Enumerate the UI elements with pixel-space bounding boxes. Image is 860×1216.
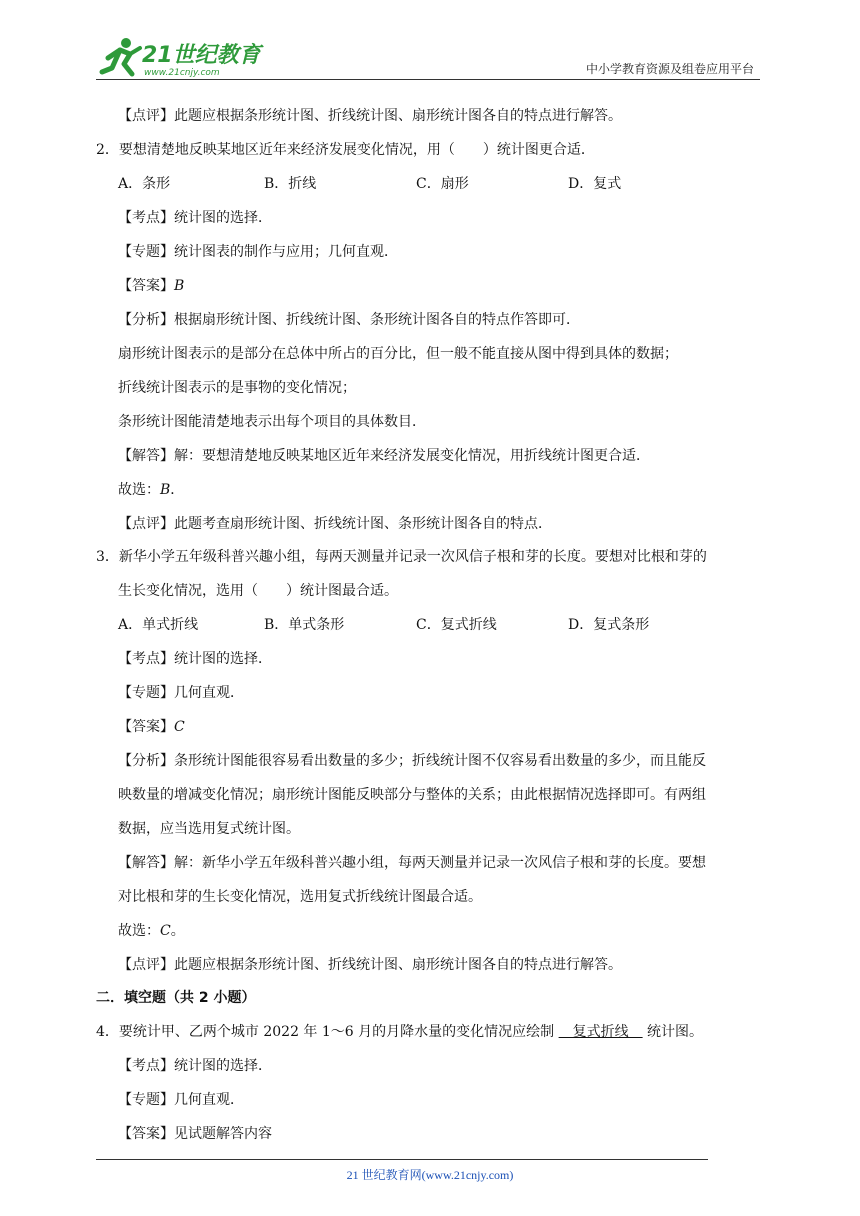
comment-q1: 【点评】此题应根据条形统计图、折线统计图、扇形统计图各自的特点进行解答。 bbox=[118, 108, 622, 124]
q3-option-b: B．单式条形 bbox=[264, 617, 345, 633]
q4-zhuanti: 【专题】几何直观． bbox=[118, 1092, 244, 1108]
q2-comment: 【点评】此题考查扇形统计图、折线统计图、条形统计图各自的特点． bbox=[118, 516, 552, 532]
choice-value: C bbox=[160, 923, 171, 939]
question-3-line2: 生长变化情况，选用（ ）统计图最合适。 bbox=[118, 583, 398, 599]
q2-kaodian: 【考点】统计图的选择． bbox=[118, 210, 272, 226]
q3-answer bbox=[118, 716, 185, 736]
q3-option-d: D．复式条形 bbox=[568, 617, 650, 633]
choice-end: 。 bbox=[170, 923, 185, 939]
q2-option-c: C．扇形 bbox=[416, 176, 469, 192]
q3-comment: 【点评】此题应根据条形统计图、折线统计图、扇形统计图各自的特点进行解答。 bbox=[118, 957, 622, 973]
q2-analysis-p3: 条形统计图能清楚地表示出每个项目的具体数目． bbox=[118, 414, 426, 430]
q2-option-d: D．复式 bbox=[568, 176, 622, 192]
footer-link[interactable]: 21 世纪教育网(www.21cnjy.com) bbox=[346, 1168, 514, 1182]
q3-analysis-3: 数据，应当选用复式统计图。 bbox=[118, 821, 300, 837]
q2-option-b: B．折线 bbox=[264, 176, 317, 192]
q3-option-c: C．复式折线 bbox=[416, 617, 497, 633]
answer-label: 【答案】 bbox=[118, 719, 174, 735]
q3-analysis-1: 【分析】条形统计图能很容易看出数量的多少；折线统计图不仅容易看出数量的多少，而且能反 bbox=[118, 753, 706, 769]
q4-suffix: 统计图。 bbox=[642, 1024, 704, 1040]
q3-options bbox=[118, 614, 758, 634]
question-3-line1: 3．新华小学五年级科普兴趣小组，每两天测量并记录一次风信子根和芽的长度。要想对比根和芽的 bbox=[96, 549, 707, 565]
answer-value: C bbox=[174, 719, 185, 735]
q4-answer: 【答案】见试题解答内容 bbox=[118, 1126, 272, 1142]
q4-kaodian: 【考点】统计图的选择． bbox=[118, 1058, 272, 1074]
q2-analysis: 【分析】根据扇形统计图、折线统计图、条形统计图各自的特点作答即可． bbox=[118, 312, 580, 328]
q3-kaodian: 【考点】统计图的选择． bbox=[118, 651, 272, 667]
header-divider bbox=[96, 79, 760, 80]
svg-text:21世纪教育: 21世纪教育 bbox=[142, 43, 261, 68]
q2-analysis-p1: 扇形统计图表示的是部分在总体中所占的百分比，但一般不能直接从图中得到具体的数据； bbox=[118, 346, 678, 362]
q3-solution-2: 对比根和芽的生长变化情况，选用复式折线统计图最合适。 bbox=[118, 889, 482, 905]
q2-options bbox=[118, 173, 758, 193]
svg-text:www.21cnjy.com: www.21cnjy.com bbox=[144, 68, 220, 78]
q4-blank-answer: 复式折线 bbox=[558, 1024, 643, 1040]
q4-prefix: 4．要统计甲、乙两个城市 2022 年 1～6 月的月降水量的变化情况应绘制 bbox=[96, 1024, 559, 1040]
q3-analysis-2: 映数量的增减变化情况；扇形统计图能反映部分与整体的关系；由此根据情况选择即可。有两组 bbox=[118, 787, 706, 803]
answer-value: B bbox=[174, 278, 185, 294]
answer-label: 【答案】 bbox=[118, 278, 174, 294]
q2-zhuanti: 【专题】统计图表的制作与应用；几何直观． bbox=[118, 244, 398, 260]
choice-label: 故选： bbox=[118, 482, 160, 498]
q3-option-a: A．单式折线 bbox=[118, 617, 199, 633]
choice-value: B bbox=[160, 482, 171, 498]
question-4 bbox=[96, 1021, 703, 1041]
q3-zhuanti: 【专题】几何直观． bbox=[118, 685, 244, 701]
q3-choice bbox=[118, 920, 185, 940]
q2-analysis-p2: 折线统计图表示的是事物的变化情况； bbox=[118, 380, 356, 396]
platform-name: 中小学教育资源及组卷应用平台 bbox=[585, 62, 754, 76]
choice-end: ． bbox=[170, 482, 185, 498]
choice-label: 故选： bbox=[118, 923, 160, 939]
q2-choice bbox=[118, 479, 184, 499]
question-2: 2．要想清楚地反映某地区近年来经济发展变化情况，用（ ）统计图更合适． bbox=[96, 142, 595, 158]
q2-option-a: A．条形 bbox=[118, 176, 171, 192]
runner-logo-icon bbox=[96, 34, 266, 80]
q3-solution-1: 【解答】解：新华小学五年级科普兴趣小组，每两天测量并记录一次风信子根和芽的长度。要想 bbox=[118, 855, 706, 871]
site-logo bbox=[96, 34, 266, 80]
footer-divider bbox=[96, 1159, 708, 1160]
q2-answer bbox=[118, 275, 184, 295]
q2-solution: 【解答】解：要想清楚地反映某地区近年来经济发展变化情况，用折线统计图更合适． bbox=[118, 448, 650, 464]
section-2-title: 二．填空题（共 2 小题） bbox=[96, 990, 256, 1006]
